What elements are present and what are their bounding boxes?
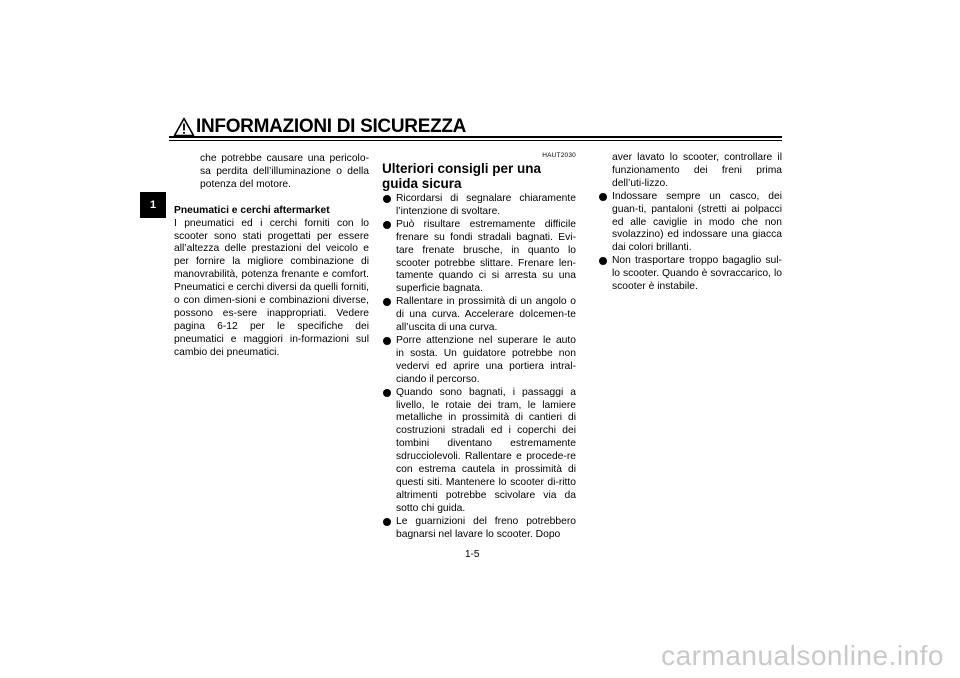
list-item xyxy=(382,296,576,335)
list-item-text: Quando sono bagnati, i passaggi a livello, le rotaie dei tram, le lamiere metalliche in prossimità di cantieri di costruzioni stradali ed i coperchi dei tombini diventano estremamente sdrucciolevoli. Rallentare e procede-re con estrema cautela in prossimità di questi siti. Mantenere lo scooter di-ritto altrimenti potrebbe scivolare via da sotto chi guida. xyxy=(396,386,576,514)
body-paragraph: I pneumatici ed i cerchi forniti con lo scooter sono stati progettati per essere all’altezza delle prestazioni del veicolo e per fornire la migliore combinazione di manovrabilità, potenza frenante e comfort. Pneumatici e cerchi diversi da quelli forniti, o con dimen-sioni e combinazioni diverse, possono es-sere inappropriati. Vedere pagina 6-12 per le specifiche dei pneumatici e maggiori in-formazioni sul cambio dei pneumatici. xyxy=(174,217,369,358)
list-item xyxy=(382,219,576,296)
tips-list-continued xyxy=(598,191,782,294)
list-item xyxy=(382,387,576,516)
list-item-text: Rallentare in prossimità di un angolo o di una curva. Accelerare dolcemen-te all’uscita di una curva. xyxy=(396,296,576,334)
list-item-text: Ricordarsi di segnalare chiaramente l’intenzione di svoltare. xyxy=(396,193,576,217)
bullet-icon xyxy=(383,221,391,229)
list-item xyxy=(382,335,576,387)
chapter-tab: 1 xyxy=(140,192,166,218)
list-item-text: Può risultare estremamente difficile frenare su fondi stradali bagnati. Evi-tare frenate brusche, in quanto lo scooter potrebbe slittare. Frenare len-tamente quando ci si arresta su una superficie bagnata. xyxy=(396,218,576,295)
bullet-icon xyxy=(383,195,391,203)
list-item-text: Porre attenzione nel superare le auto in sosta. Un guidatore potrebbe non vedervi ed aprire una portiera intral-ciando il percorso. xyxy=(396,334,576,385)
list-item xyxy=(382,193,576,219)
bullet-icon xyxy=(599,193,607,201)
bullet-icon xyxy=(383,518,391,526)
list-item-text: Non trasportare troppo bagaglio sul-lo scooter. Quando è sovraccarico, lo scooter è instabile. xyxy=(612,255,782,293)
page-title: INFORMAZIONI DI SICUREZZA xyxy=(196,116,467,137)
watermark: carmanualsonline.info xyxy=(661,640,944,671)
list-item xyxy=(598,255,782,294)
subheading: Pneumatici e cerchi aftermarket xyxy=(174,204,330,216)
right-column xyxy=(598,152,782,294)
list-item xyxy=(598,191,782,256)
bullet-icon xyxy=(383,337,391,345)
middle-column xyxy=(382,152,576,541)
page-number: 1-5 xyxy=(465,549,480,560)
bullet-icon xyxy=(383,389,391,397)
list-item xyxy=(382,516,576,542)
tips-list xyxy=(382,193,576,541)
header-rule xyxy=(169,136,782,138)
reference-code: HAUT2030 xyxy=(542,152,576,159)
bullet-icon xyxy=(383,298,391,306)
warning-triangle-icon xyxy=(173,117,195,137)
list-item-text: Indossare sempre un casco, dei guan-ti, pantaloni (stretti ai polpacci ed alle caviglie in modo che non svolazzino) ed indossare una giacca dai colori brillanti. xyxy=(612,190,782,254)
continuation-text: che potrebbe causare una pericolo-sa perdita dell’illuminazione o della potenza del motore. xyxy=(200,153,369,190)
list-item-text: Le guarnizioni del freno potrebbero bagnarsi nel lavare lo scooter. Dopo xyxy=(396,515,576,540)
left-column xyxy=(174,153,369,360)
header-rule-thin xyxy=(169,140,782,141)
continuation-text: aver lavato lo scooter, controllare il funzionamento dei freni prima dell’uti-lizzo. xyxy=(612,152,782,189)
section-title: Ulteriori consigli per una guida sicura xyxy=(382,161,542,191)
bullet-icon xyxy=(599,257,607,265)
